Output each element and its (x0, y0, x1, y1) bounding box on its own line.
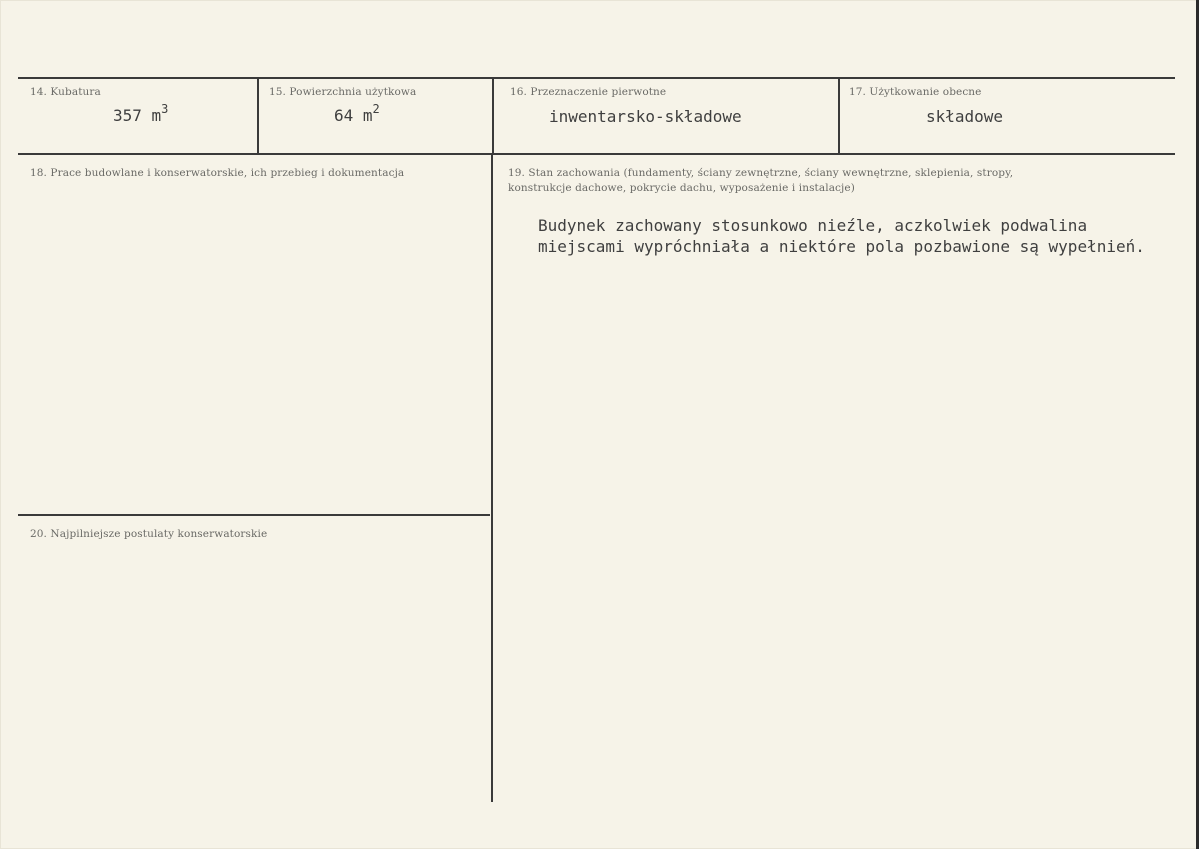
field-19-label-line1: 19. Stan zachowania (fundamenty, ściany zewnętrzne, ściany wewnętrzne, sklepienia, stropy, (508, 167, 1014, 179)
field-15-value: 64 $m^2$ (334, 102, 380, 125)
field-14-value: 357 $m^3$ (113, 102, 169, 125)
field-14-label: 14. Kubatura (30, 86, 101, 98)
divider-14-15 (257, 78, 259, 154)
field-18-label: 18. Prace budowlane i konserwatorskie, ich przebieg i dokumentacja (30, 167, 405, 179)
field-17-value: składowe (926, 107, 1004, 126)
rule-row2 (18, 153, 1175, 155)
field-16-value: inwentarsko-składowe (549, 107, 742, 126)
divider-16-17 (838, 78, 840, 154)
field-19-text-line1: Budynek zachowany stosunkowo nieźle, aczkolwiek podwalina (538, 216, 1088, 235)
field-19-text-line2: miejscami wypróchniała a niektóre pola pozbawione są wypełnień. (538, 237, 1145, 256)
field-17-label: 17. Użytkowanie obecne (849, 86, 982, 98)
divider-15-16 (492, 78, 494, 154)
field-16-label: 16. Przeznaczenie pierwotne (510, 86, 667, 98)
rule-row3 (18, 514, 490, 516)
divider-main (491, 154, 493, 802)
field-20-label: 20. Najpilniejsze postulaty konserwatorskie (30, 528, 268, 540)
rule-top (18, 77, 1175, 79)
field-15-label: 15. Powierzchnia użytkowa (269, 86, 417, 98)
field-19-label-line2: konstrukcje dachowe, pokrycie dachu, wyposażenie i instalacje) (508, 182, 855, 194)
